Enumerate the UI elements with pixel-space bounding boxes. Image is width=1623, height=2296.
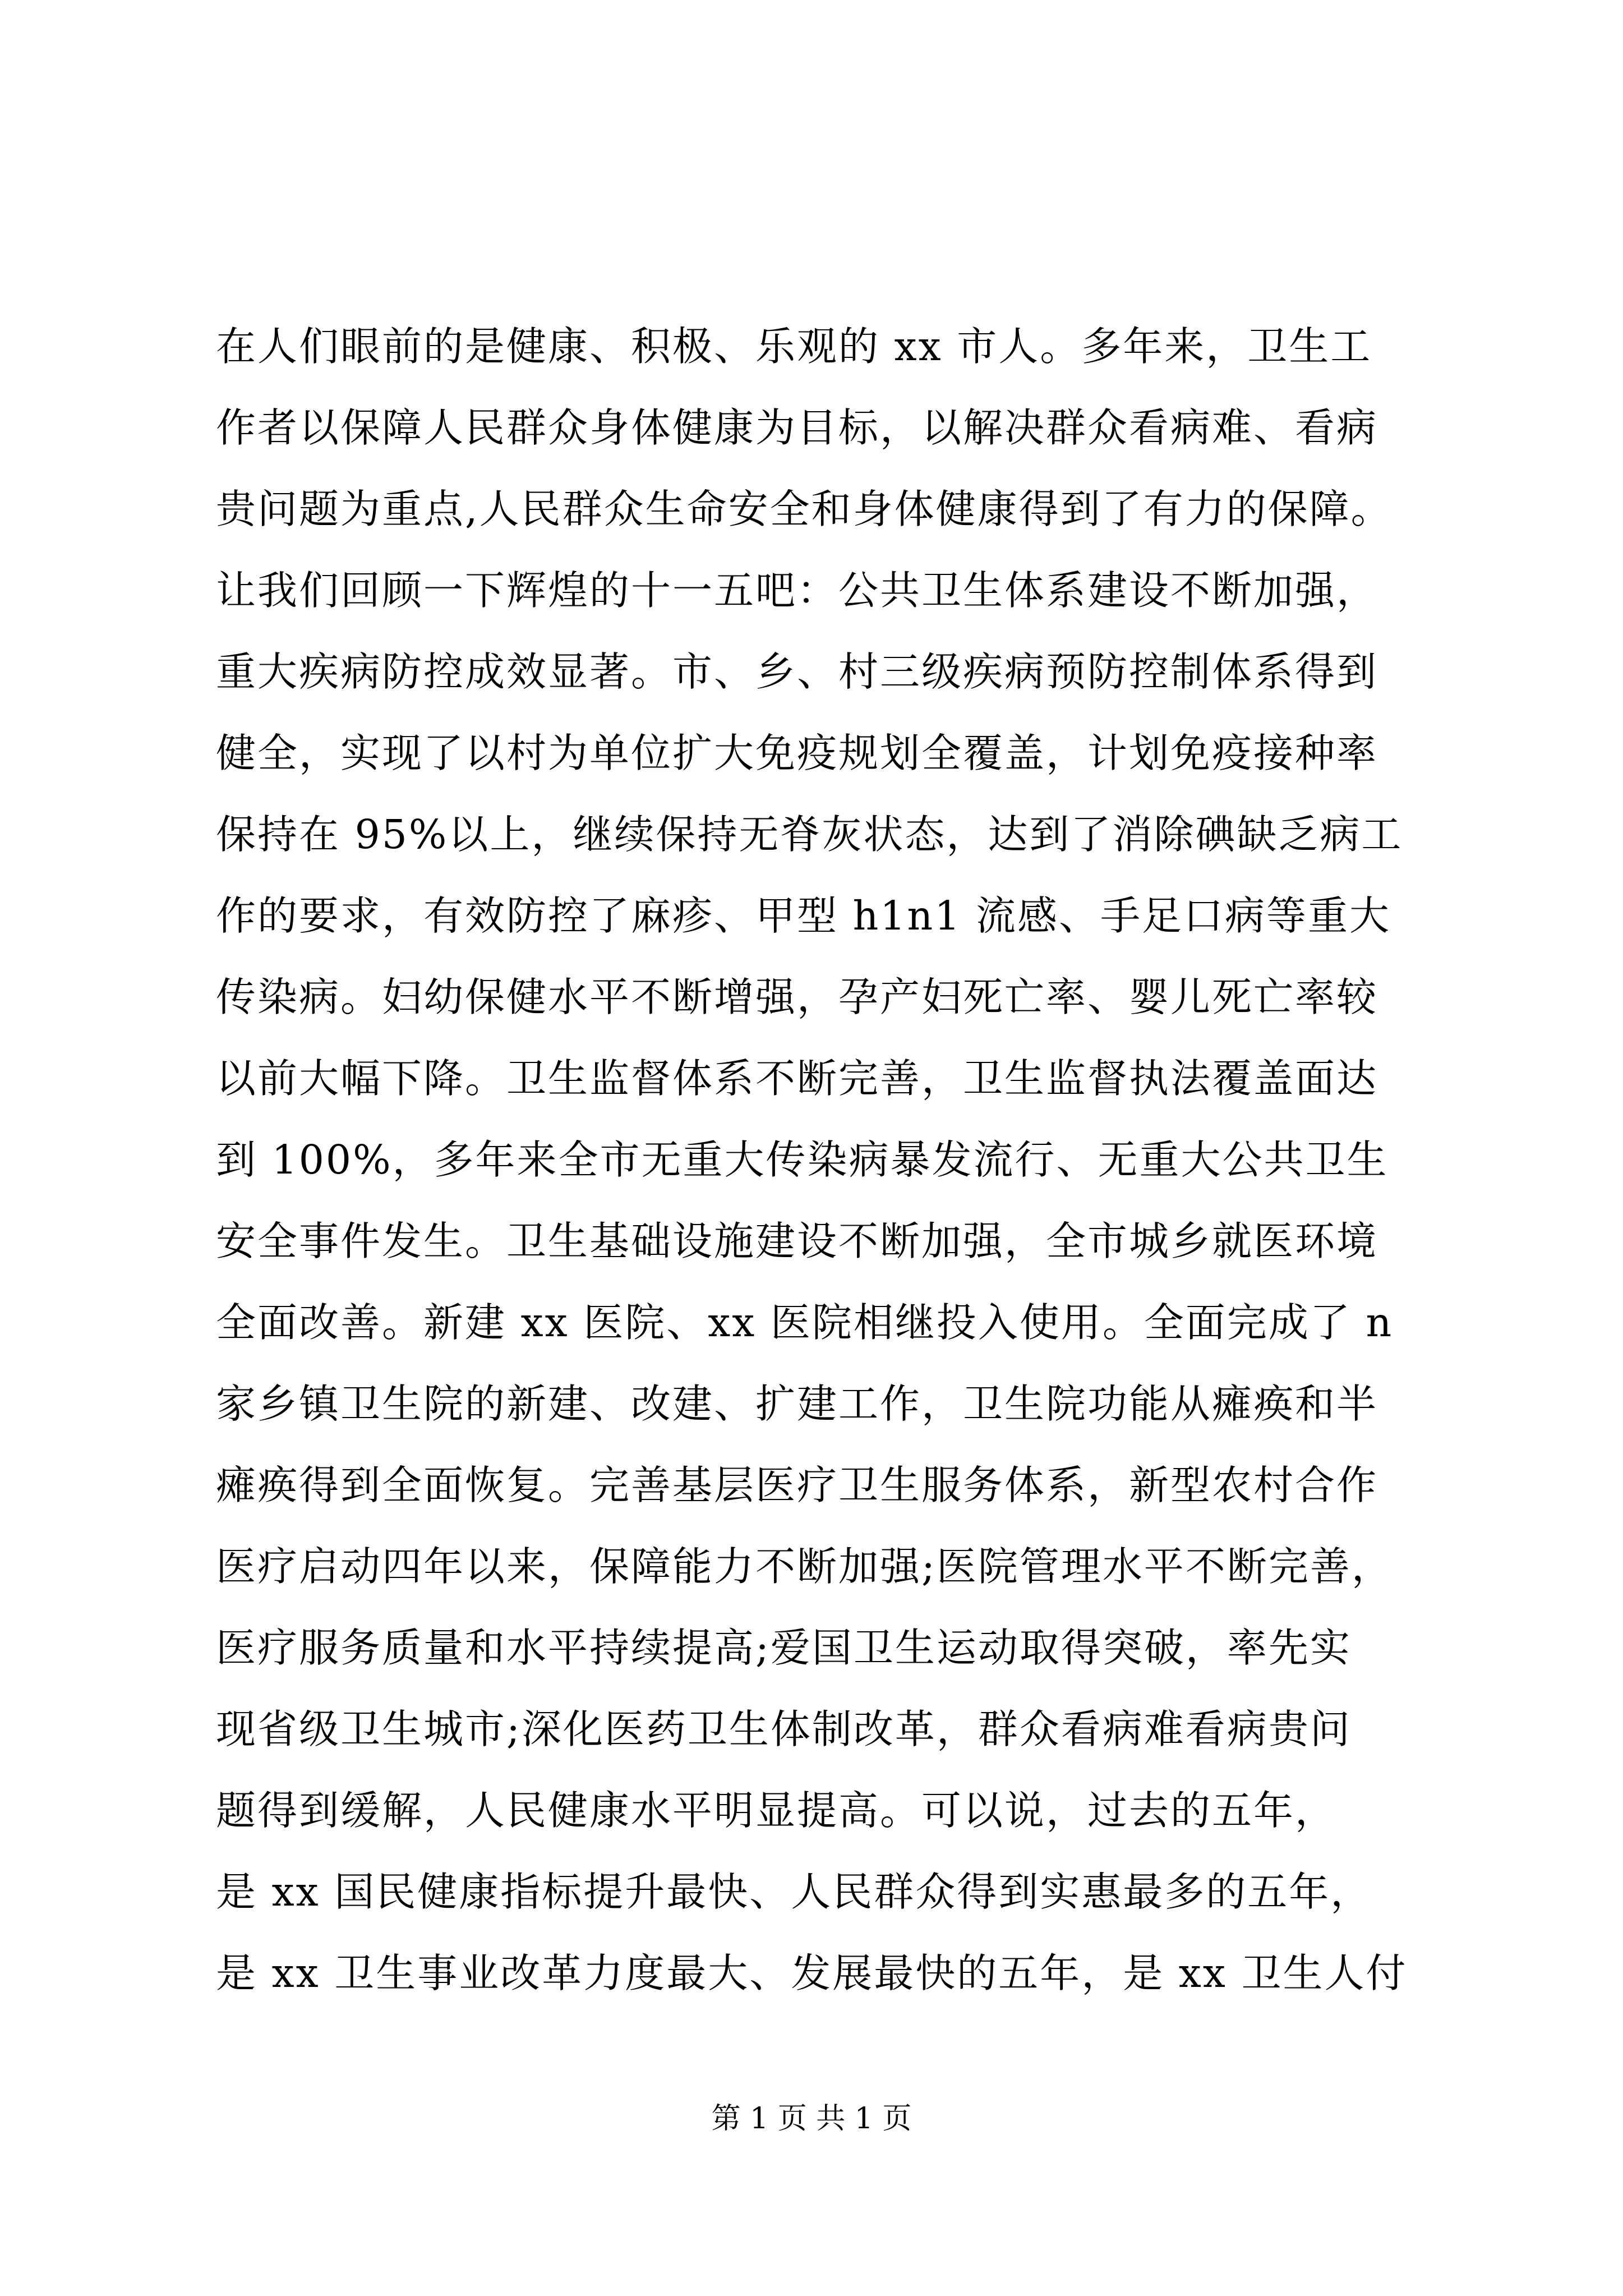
text-line: 家乡镇卫生院的新建、改建、扩建工作，卫生院功能从瘫痪和半 — [216, 1381, 1378, 1427]
text-line: 作者以保障人民群众身体健康为目标，以解决群众看病难、看病 — [216, 404, 1378, 451]
text-line: 医疗启动四年以来，保障能力不断加强;医院管理水平不断完善， — [216, 1543, 1393, 1590]
text-line: 健全，实现了以村为单位扩大免疫规划全覆盖，计划免疫接种率 — [216, 730, 1378, 776]
text-line: 传染病。妇幼保健水平不断增强，孕产妇死亡率、婴儿死亡率较 — [216, 974, 1378, 1020]
text-line: 作的要求，有效防控了麻疹、甲型 h1n1 流感、手足口病等重大 — [216, 892, 1391, 939]
body-text — [216, 306, 1483, 2014]
text-line: 是 xx 卫生事业改革力度最大、发展最快的五年，是 xx 卫生人付 — [216, 1950, 1408, 1996]
text-line: 全面改善。新建 xx 医院、xx 医院相继投入使用。全面完成了 n — [216, 1299, 1394, 1346]
text-line: 医疗服务质量和水平持续提高;爱国卫生运动取得突破，率先实 — [216, 1625, 1352, 1671]
text-line: 现省级卫生城市;深化医药卫生体制改革，群众看病难看病贵问 — [216, 1706, 1352, 1752]
text-line: 保持在 95%以上，继续保持无脊灰状态，达到了消除碘缺乏病工 — [216, 811, 1403, 858]
text-line: 贵问题为重点,人民群众生命安全和身体健康得到了有力的保障。 — [216, 486, 1393, 532]
text-line: 题得到缓解，人民健康水平明显提高。可以说，过去的五年， — [216, 1787, 1337, 1834]
text-line: 瘫痪得到全面恢复。完善基层医疗卫生服务体系，新型农村合作 — [216, 1462, 1378, 1508]
page-number-label: 第 1 页 共 1 页 — [711, 2102, 912, 2136]
text-line: 以前大幅下降。卫生监督体系不断完善，卫生监督执法覆盖面达 — [216, 1055, 1378, 1102]
text-line: 重大疾病防控成效显著。市、乡、村三级疾病预防控制体系得到 — [216, 648, 1378, 695]
page-footer — [0, 2099, 1623, 2138]
text-line: 安全事件发生。卫生基础设施建设不断加强，全市城乡就医环境 — [216, 1218, 1378, 1264]
text-line: 到 100%，多年来全市无重大传染病暴发流行、无重大公共卫生 — [216, 1137, 1389, 1183]
text-line: 在人们眼前的是健康、积极、乐观的 xx 市人。多年来，卫生工 — [216, 323, 1372, 370]
text-line: 让我们回顾一下辉煌的十一五吧：公共卫生体系建设不断加强， — [216, 567, 1378, 614]
text-line: 是 xx 国民健康指标提升最快、人民群众得到实惠最多的五年， — [216, 1869, 1372, 1915]
